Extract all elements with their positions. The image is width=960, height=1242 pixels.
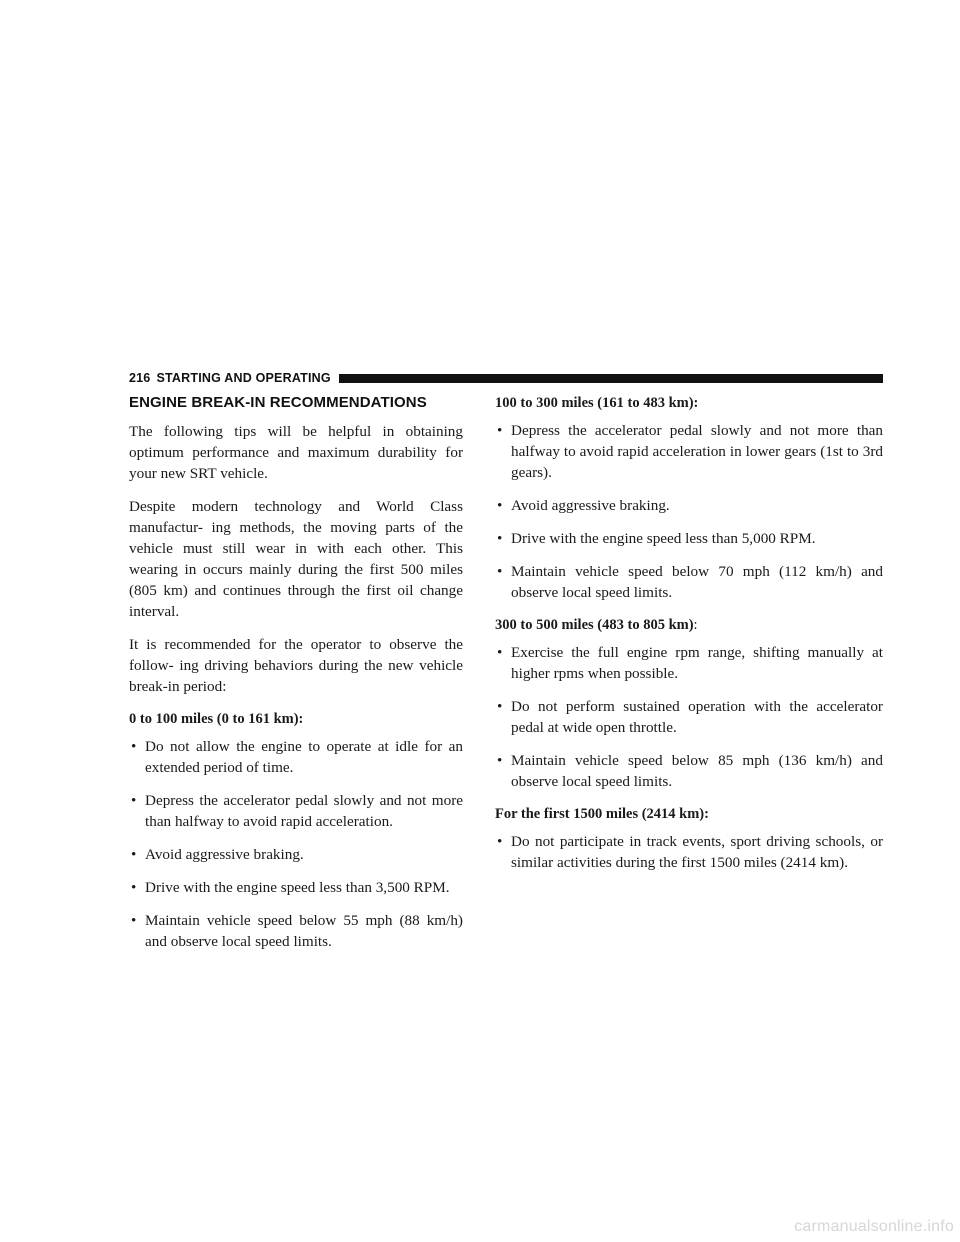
group-heading-text: 300 to 500 miles (483 to 805 km) [495, 617, 694, 633]
group-heading: For the first 1500 miles (2414 km): [495, 806, 709, 822]
list-item-text: Do not participate in track events, sport driving schools, or similar activities during the first 1500 miles (2414 km). [511, 833, 883, 871]
left-column [129, 392, 463, 964]
list-item-text: Maintain vehicle speed below 85 mph (136 km/h) and observe local speed limits. [511, 752, 883, 790]
bullet-icon: • [497, 497, 503, 514]
section-name: STARTING AND OPERATING [156, 371, 331, 385]
bullet-icon: • [497, 530, 503, 547]
list-item [129, 736, 463, 778]
right-column [495, 392, 883, 885]
group-heading-suffix: : [693, 617, 698, 633]
intro-paragraph: The following tips will be helpful in obtaining optimum performance and maximum durability for your new SRT vehicle. [129, 423, 463, 482]
bullet-list [495, 420, 883, 603]
intro-paragraph: Despite modern technology and World Class manufactur- ing methods, the moving parts of the vehicle must still wear in with each other. This wearing in occurs mainly during the first 500 miles (805 km) and continues through the first oil change interval. [129, 498, 463, 620]
bullet-icon: • [497, 563, 503, 580]
list-item [129, 790, 463, 832]
bullet-icon: • [131, 912, 137, 929]
bullet-icon: • [131, 879, 137, 896]
page-header [129, 371, 883, 385]
list-item-text: Maintain vehicle speed below 70 mph (112 km/h) and observe local speed limits. [511, 563, 883, 601]
list-item-text: Drive with the engine speed less than 3,500 RPM. [145, 879, 450, 896]
list-item [495, 420, 883, 483]
group-heading [495, 615, 883, 635]
bullet-icon: • [497, 833, 503, 850]
list-item [129, 844, 463, 865]
list-item [495, 750, 883, 792]
intro-paragraph: It is recommended for the operator to observe the follow- ing driving behaviors during the new vehicle break-in period: [129, 636, 463, 695]
bullet-list [495, 831, 883, 873]
list-item-text: Avoid aggressive braking. [511, 497, 670, 514]
list-item [495, 528, 883, 549]
list-item-text: Avoid aggressive braking. [145, 846, 304, 863]
list-item [495, 495, 883, 516]
list-item-text: Depress the accelerator pedal slowly and not more than halfway to avoid rapid acceleration in lower gears (1st to 3rd gears). [511, 422, 883, 481]
bullet-icon: • [497, 644, 503, 661]
page-number: 216 [129, 371, 151, 385]
list-item [129, 877, 463, 898]
bullet-icon: • [131, 792, 137, 809]
bullet-list [495, 642, 883, 792]
list-item [495, 561, 883, 603]
list-item-text: Depress the accelerator pedal slowly and not more than halfway to avoid rapid acceleration. [145, 792, 463, 830]
bullet-icon: • [131, 738, 137, 755]
bullet-list [129, 736, 463, 952]
bullet-icon: • [497, 752, 503, 769]
list-item [495, 642, 883, 684]
group-heading: 100 to 300 miles (161 to 483 km): [495, 395, 699, 411]
group-heading: 0 to 100 miles (0 to 161 km): [129, 711, 304, 727]
list-item-text: Do not perform sustained operation with the accelerator pedal at wide open throttle. [511, 698, 883, 736]
bullet-icon: • [497, 698, 503, 715]
list-item-text: Maintain vehicle speed below 55 mph (88 km/h) and observe local speed limits. [145, 912, 463, 950]
header-rule [339, 374, 883, 383]
list-item [495, 696, 883, 738]
list-item-text: Drive with the engine speed less than 5,000 RPM. [511, 530, 816, 547]
list-item [129, 910, 463, 952]
section-title: ENGINE BREAK-IN RECOMMENDATIONS [129, 394, 427, 411]
list-item-text: Exercise the full engine rpm range, shifting manually at higher rpms when possible. [511, 644, 883, 682]
bullet-icon: • [497, 422, 503, 439]
header-label [129, 371, 331, 385]
watermark: carmanualsonline.info [794, 1218, 954, 1235]
list-item [495, 831, 883, 873]
bullet-icon: • [131, 846, 137, 863]
list-item-text: Do not allow the engine to operate at idle for an extended period of time. [145, 738, 463, 776]
